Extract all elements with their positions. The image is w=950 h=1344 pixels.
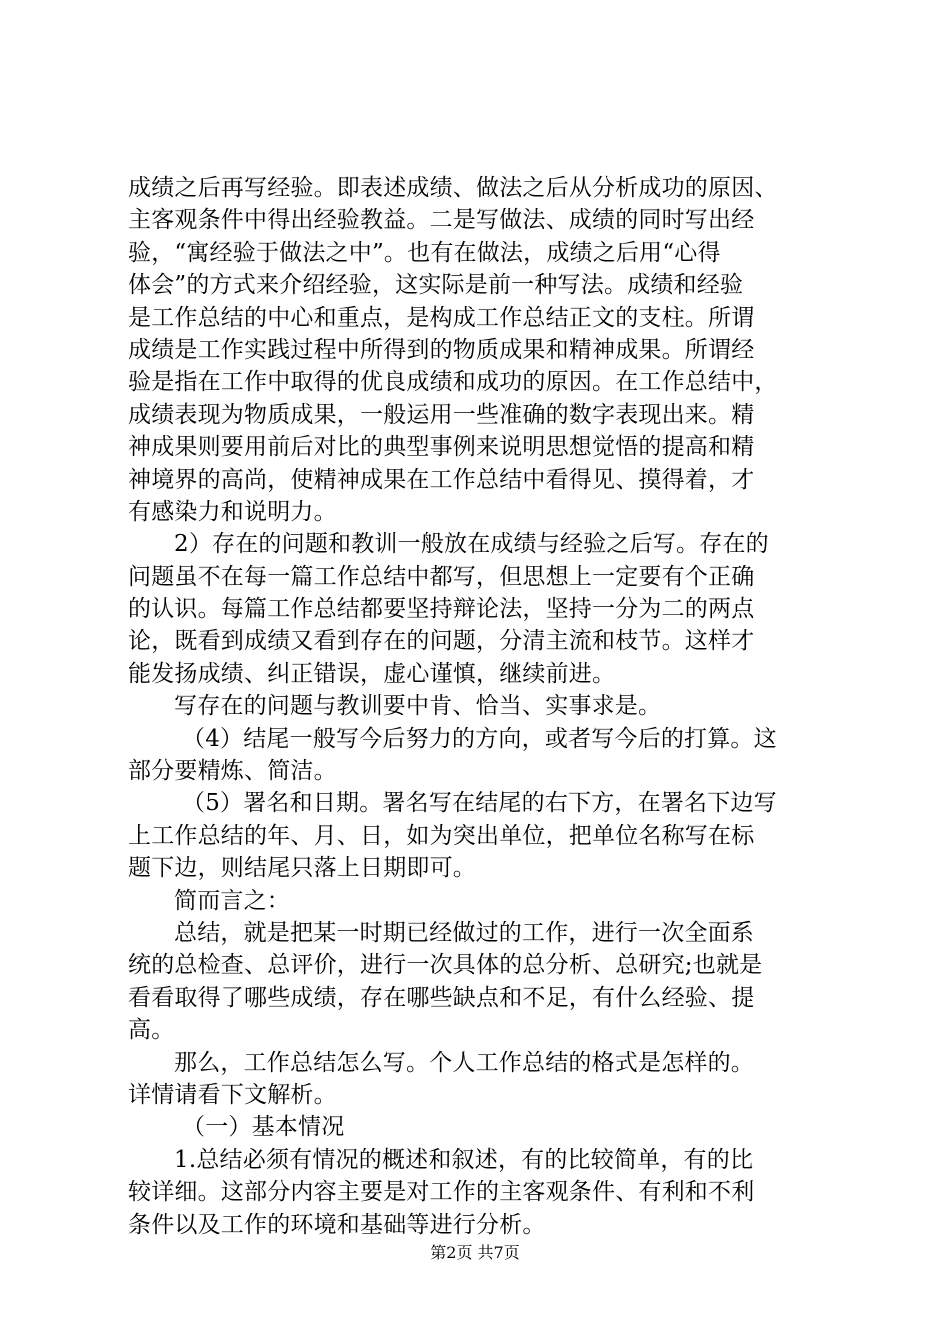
text-line: 条件以及工作的环境和基础等进行分析。	[128, 1211, 546, 1238]
text-line: 总结，就是把某一时期已经做过的工作，进行一次全面系	[174, 919, 754, 946]
text-line: 体会”的方式来介绍经验，这实际是前一种写法。成绩和经验	[128, 272, 744, 299]
text-line: 神成果则要用前后对比的典型事例来说明思想觉悟的提高和精	[128, 434, 755, 461]
text-line: 验是指在工作中取得的优良成绩和成功的原因。在工作总结中，	[128, 369, 778, 396]
text-line: 部分要精炼、简洁。	[128, 758, 337, 785]
text-line: 2）存在的问题和教训一般放在成绩与经验之后写。存在的	[174, 531, 769, 558]
text-line: 题下边，则结尾只落上日期即可。	[128, 855, 476, 882]
text-line: （一）基本情况	[182, 1114, 345, 1141]
document-body	[128, 172, 838, 1241]
text-line: 成绩是工作实践过程中所得到的物质成果和精神成果。所谓经	[128, 336, 755, 363]
text-line: 主客观条件中得出经验教益。二是写做法、成绩的同时写出经	[128, 207, 755, 234]
text-line: （4）结尾一般写今后努力的方向，或者写今后的打算。这	[182, 725, 777, 752]
text-line: 详情请看下文解析。	[128, 1081, 337, 1108]
text-line: 看看取得了哪些成绩，存在哪些缺点和不足，有什么经验、提	[128, 984, 755, 1011]
text-line: 写存在的问题与教训要中肯、恰当、实事求是。	[174, 693, 662, 720]
text-line: 验，“寓经验于做法之中”。也有在做法，成绩之后用“心得	[128, 239, 721, 266]
text-line: 问题虽不在每一篇工作总结中都写，但思想上一定要有个正确	[128, 563, 755, 590]
text-line: 成绩表现为物质成果，一般运用一些准确的数字表现出来。精	[128, 401, 755, 428]
text-line: 论，既看到成绩又看到存在的问题，分清主流和枝节。这样才	[128, 628, 755, 655]
text-line: （5）署名和日期。署名写在结尾的右下方，在署名下边写	[182, 790, 777, 817]
text-line: 神境界的高尚，使精神成果在工作总结中看得见、摸得着，才	[128, 466, 755, 493]
text-line: 能发扬成绩、纠正错误，虚心谨慎，继续前进。	[128, 660, 616, 687]
text-line: 统的总检查、总评价，进行一次具体的总分析、总研究;也就是	[128, 952, 763, 979]
text-line: 有感染力和说明力。	[128, 498, 337, 525]
page-number-footer: 第2页 共7页	[430, 1243, 520, 1262]
text-line: 上工作总结的年、月、日，如为突出单位，把单位名称写在标	[128, 822, 755, 849]
text-line: 那么，工作总结怎么写。个人工作总结的格式是怎样的。	[174, 1049, 754, 1076]
text-line: 成绩之后再写经验。即表述成绩、做法之后从分析成功的原因、	[128, 175, 778, 201]
text-line: 1.总结必须有情况的概述和叙述，有的比较简单，有的比	[174, 1146, 754, 1173]
text-line: 简而言之：	[174, 887, 290, 914]
text-line: 是工作总结的中心和重点，是构成工作总结正文的支柱。所谓	[128, 304, 755, 331]
text-line: 的认识。每篇工作总结都要坚持辩论法，坚持一分为二的两点	[128, 596, 755, 623]
text-line: 较详细。这部分内容主要是对工作的主客观条件、有利和不利	[128, 1179, 755, 1206]
text-line: 高。	[128, 1017, 175, 1044]
